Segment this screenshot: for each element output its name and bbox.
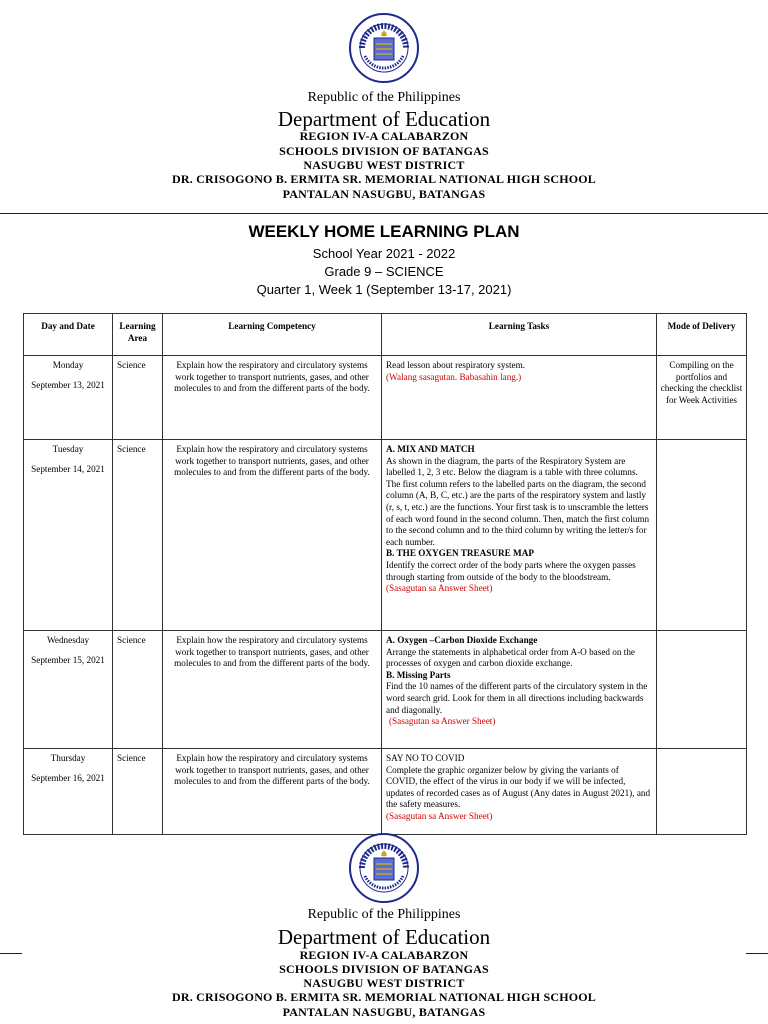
department-name: Department of Education [277,107,491,131]
division-label: SCHOOLS DIVISION OF BATANGAS [279,962,489,976]
learning-area-cell: Science [113,749,163,835]
table-row [24,631,747,749]
task-note: (Sasagutan sa Answer Sheet) [386,583,493,594]
task-heading: B. THE OXYGEN TREASURE MAP [386,548,534,559]
tasks-cell [382,631,657,749]
date-label: September 16, 2021 [31,772,105,783]
header-day-date: Day and Date [24,314,113,356]
competency-cell: Explain how the respiratory and circulatory systems work together to transport nutrients, gases, and other molecules to and from the different parts of the body. [163,749,382,835]
day-label: Wednesday [46,635,90,645]
deped-seal-icon [348,12,420,84]
task-note: (Walang sasagutan. Babasahin lang.) [386,371,522,382]
division-label: SCHOOLS DIVISION OF BATANGAS [279,144,489,158]
table-row [24,749,747,835]
learning-plan-table [23,313,747,835]
task-heading: B. Missing Parts [386,669,451,680]
task-text: Complete the graphic organizer below by giving the variants of COVID, the effect of the virus in our body if we will be infected, updates of recorded cases as of August (Any dates in August 2021), and the safety measures. [386,764,651,810]
learning-area-cell: Science [113,356,163,440]
competency-cell: Explain how the respiratory and circulatory systems work together to transport nutrients, gases, and other molecules to and from the different parts of the body. [163,356,382,440]
region-label: REGION IV-A CALABARZON [299,948,469,962]
table-header-row [24,314,747,356]
tasks-cell [382,356,657,440]
republic-label: Republic of the Philippines [307,907,461,922]
task-note: (Sasagutan sa Answer Sheet) [389,716,496,727]
region-label: REGION IV-A CALABARZON [299,129,469,143]
task-text: Identify the correct order of the body parts where the oxygen passes through starting from outside of the body to the bloodstream. [386,559,636,582]
school-address: PANTALAN NASUGBU, BATANGAS [282,187,486,201]
tasks-cell [382,440,657,631]
header-learning-area: Learning Area [113,314,163,356]
day-label: Monday [52,360,84,370]
mode-of-delivery-cell: Compiling on the portfolios and checking the checklist for Week Activities [657,356,747,440]
task-text: Arrange the statements in alphabetical order from A-O based on the processes of oxygen and carbon dioxide exchange. [386,646,635,669]
table-row [24,440,747,631]
republic-label: Republic of the Philippines [307,90,461,105]
deped-seal-icon [348,832,420,904]
table-row [24,356,747,440]
task-text: As shown in the diagram, the parts of the Respiratory System are labelled 1, 2, 3 etc. Below the diagram is a table with three columns. The first column refers to the labelled parts on the diagram, the second column (A, B, C, etc.) are the parts of the respiratory system and lastly (r, s, t, etc.) are the functions. Your first task is to unscramble the letters of each word found in the second column. Then, match the first column to the second column and to the third column by writing the letter/s for each number. [386,455,650,547]
task-heading: A. Oxygen –Carbon Dioxide Exchange [386,635,538,645]
grade-label: Grade 9 – SCIENCE [324,264,444,279]
task-text: Read lesson about respiratory system. [386,360,526,370]
school-name: DR. CRISOGONO B. ERMITA SR. MEMORIAL NATIONAL HIGH SCHOOL [171,172,596,186]
date-label: September 14, 2021 [31,463,105,474]
mode-of-delivery-cell [657,631,747,749]
mode-of-delivery-cell [657,440,747,631]
date-label: September 15, 2021 [31,654,105,665]
plan-title: WEEKLY HOME LEARNING PLAN [248,222,520,241]
competency-cell: Explain how the respiratory and circulatory systems work together to transport nutrients, gases, and other molecules to and from the different parts of the body. [163,631,382,749]
task-text: Find the 10 names of the different parts of the circulatory system in the word search grid. Look for them in all directions including backwards and diagonally. [386,681,648,715]
day-date-cell [24,440,113,631]
mode-of-delivery-cell [657,749,747,835]
header-learning-tasks: Learning Tasks [382,314,657,356]
task-note: (Sasagutan sa Answer Sheet) [386,810,493,821]
day-date-cell [24,356,113,440]
header-divider [0,213,768,214]
learning-area-cell: Science [113,631,163,749]
competency-cell: Explain how the respiratory and circulatory systems work together to transport nutrients, gases, and other molecules to and from the different parts of the body. [163,440,382,631]
task-heading: A. MIX AND MATCH [386,444,475,454]
day-date-cell [24,631,113,749]
day-label: Thursday [50,753,86,763]
school-address: PANTALAN NASUGBU, BATANGAS [282,1005,486,1019]
day-label: Tuesday [52,444,84,454]
department-name: Department of Education [277,925,491,949]
day-date-cell [24,749,113,835]
district-label: NASUGBU WEST DISTRICT [303,158,465,172]
quarter-label: Quarter 1, Week 1 (September 13-17, 2021) [256,282,512,297]
district-label: NASUGBU WEST DISTRICT [303,976,465,990]
tasks-cell [382,749,657,835]
learning-area-cell: Science [113,440,163,631]
task-heading: SAY NO TO COVID [386,753,465,763]
date-label: September 13, 2021 [31,379,105,390]
school-name: DR. CRISOGONO B. ERMITA SR. MEMORIAL NATIONAL HIGH SCHOOL [171,990,596,1004]
school-year: School Year 2021 - 2022 [312,246,456,261]
header-learning-competency: Learning Competency [163,314,382,356]
header-mode-of-delivery: Mode of Delivery [657,314,747,356]
